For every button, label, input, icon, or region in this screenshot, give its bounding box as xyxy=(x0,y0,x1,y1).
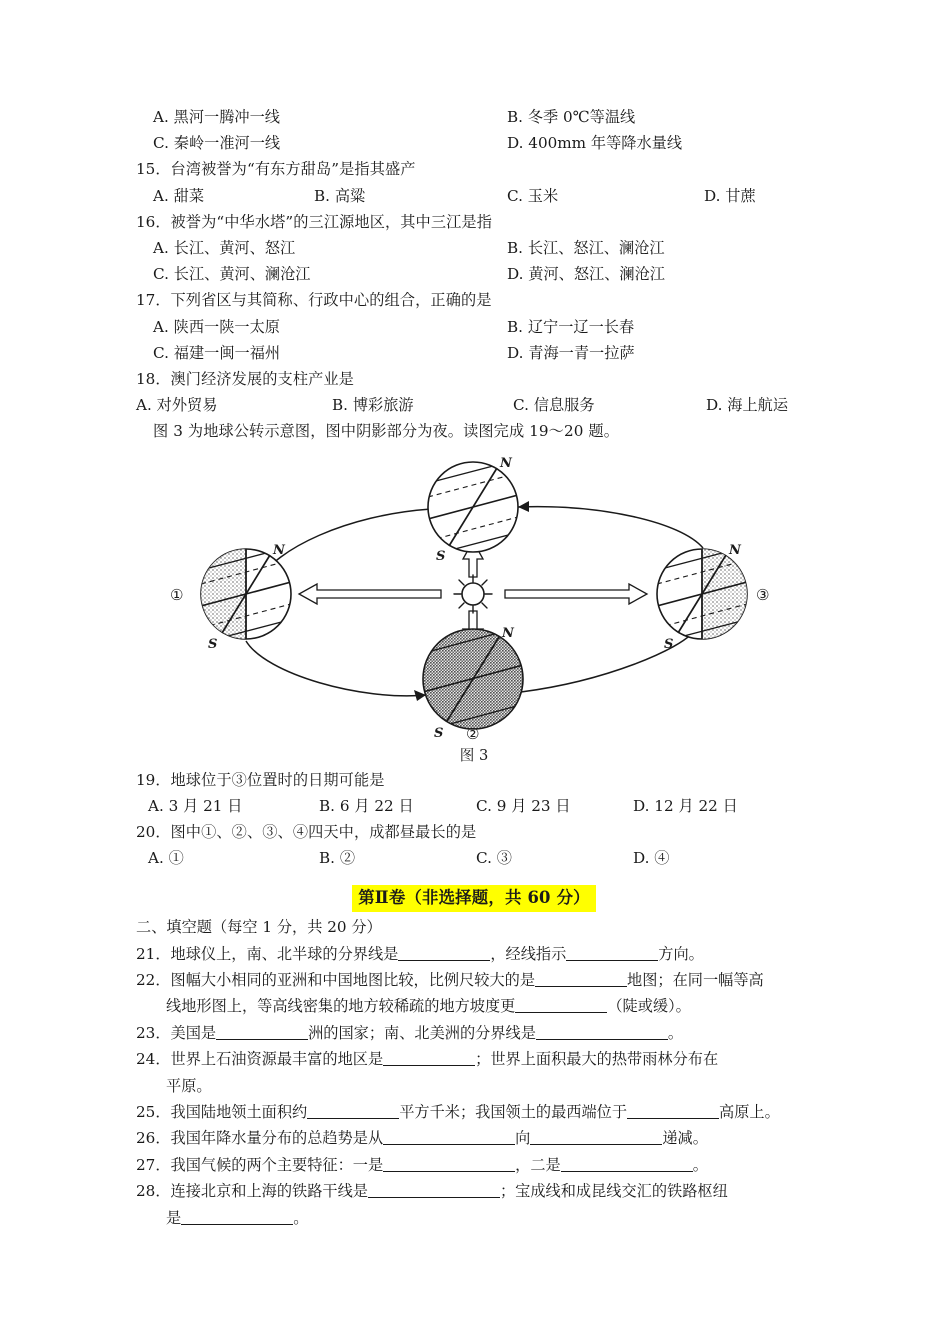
option-d[interactable]: D. 12 月 22 日 xyxy=(633,796,738,815)
answer-blank[interactable] xyxy=(398,945,490,961)
south-pole-label: S xyxy=(434,725,444,741)
q18-option-row xyxy=(136,392,812,418)
sunray-arrow-left xyxy=(299,584,441,604)
option-d[interactable]: D. 黄河、怒江、澜沧江 xyxy=(507,265,665,284)
south-pole-label: S xyxy=(436,548,446,564)
answer-blank[interactable] xyxy=(627,1103,719,1119)
q19-option-row xyxy=(136,793,812,819)
answer-blank[interactable] xyxy=(383,1050,475,1066)
question-28: 28．连接北京和上海的铁路干线是 ；宝成线和成昆线交汇的铁路枢纽 xyxy=(136,1182,728,1201)
answer-blank[interactable] xyxy=(383,1156,515,1172)
answer-blank[interactable] xyxy=(566,945,658,961)
question-24-cont: 平原。 xyxy=(166,1076,212,1095)
question-15-stem: 15．台湾被誉为“有东方甜岛”是指其盛产 xyxy=(136,160,416,179)
option-c[interactable]: C. 长江、黄河、澜沧江 xyxy=(153,265,311,284)
earth-position-2 xyxy=(423,626,524,743)
south-pole-label: S xyxy=(208,636,218,652)
north-pole-label: N xyxy=(273,542,285,558)
answer-blank[interactable] xyxy=(181,1209,293,1225)
answer-blank[interactable] xyxy=(535,971,627,987)
part-two-banner: 第Ⅱ卷（非选择题，共 60 分） xyxy=(352,885,596,912)
position-label-3: ③ xyxy=(756,585,770,604)
q14-option-row-1 xyxy=(136,104,812,130)
answer-blank[interactable] xyxy=(383,1129,515,1145)
option-d[interactable]: D. 甘蔗 xyxy=(704,186,756,205)
north-pole-label: N xyxy=(502,625,514,641)
figure-intro-text: 图 3 为地球公转示意图，图中阴影部分为夜。读图完成 19～20 题。 xyxy=(153,422,619,441)
option-d[interactable]: D. ④ xyxy=(633,849,670,868)
answer-blank[interactable] xyxy=(368,1182,500,1198)
option-d[interactable]: D. 400mm 年等降水量线 xyxy=(507,134,683,153)
q16-option-row-1 xyxy=(136,235,812,261)
question-17-stem: 17．下列省区与其简称、行政中心的组合，正确的是 xyxy=(136,291,492,310)
option-b[interactable]: B. 辽宁一辽一长春 xyxy=(507,317,635,336)
question-20-stem: 20．图中①、②、③、④四天中，成都昼最长的是 xyxy=(136,822,477,841)
earth-revolution-diagram xyxy=(136,449,812,745)
option-c[interactable]: C. 9 月 23 日 xyxy=(476,796,571,815)
section-heading-fill-in: 二、填空题（每空 1 分，共 20 分） xyxy=(136,918,382,937)
q16-option-row-2 xyxy=(136,261,812,287)
q15-option-row xyxy=(136,183,812,209)
option-b[interactable]: B. 冬季 0℃等温线 xyxy=(507,108,636,126)
earth-position-4 xyxy=(428,449,518,564)
north-pole-label: N xyxy=(729,542,741,558)
option-b[interactable]: B. 高粱 xyxy=(314,186,366,205)
answer-blank[interactable] xyxy=(515,997,607,1013)
figure-caption: 图 3 xyxy=(459,746,489,764)
sun-icon xyxy=(454,575,492,613)
question-22: 22．图幅大小相同的亚洲和中国地图比较，比例尺较大的是 地图；在同一幅等高 xyxy=(136,970,764,989)
option-d[interactable]: D. 海上航运 xyxy=(706,396,789,415)
option-a[interactable]: A. 对外贸易 xyxy=(136,396,218,415)
q14-option-row-2 xyxy=(136,130,812,156)
question-18-stem: 18．澳门经济发展的支柱产业是 xyxy=(136,369,354,388)
earth-position-1 xyxy=(170,543,291,652)
question-22-cont: 线地形图上，等高线密集的地方较稀疏的地方坡度更 （陡或缓）。 xyxy=(166,997,691,1016)
option-b[interactable]: B. 博彩旅游 xyxy=(332,396,414,415)
answer-blank[interactable] xyxy=(216,1024,308,1040)
question-23: 23．美国是 洲的国家；南、北美洲的分界线是 。 xyxy=(136,1023,684,1042)
option-b[interactable]: B. 长江、怒江、澜沧江 xyxy=(507,238,665,257)
question-27: 27．我国气候的两个主要特征：一是 ，二是 。 xyxy=(136,1155,708,1174)
option-a[interactable]: A. 黑河一腾冲一线 xyxy=(153,108,280,126)
answer-blank[interactable] xyxy=(536,1024,668,1040)
sunray-arrow-right xyxy=(505,584,647,604)
option-c[interactable]: C. 玉米 xyxy=(507,186,559,205)
option-b[interactable]: B. ② xyxy=(319,849,356,868)
page-content xyxy=(136,104,812,1231)
option-c[interactable]: C. 秦岭一准河一线 xyxy=(153,134,281,153)
option-a[interactable]: A. 3 月 21 日 xyxy=(148,796,243,815)
question-24: 24．世界上石油资源最丰富的地区是 ；世界上面积最大的热带雨林分布在 xyxy=(136,1050,719,1069)
answer-blank[interactable] xyxy=(561,1156,693,1172)
question-16-stem: 16．被誉为“中华水塔”的三江源地区，其中三江是指 xyxy=(136,212,492,231)
question-21: 21．地球仪上，南、北半球的分界线是 ，经线指示 方向。 xyxy=(136,944,704,963)
part-two-banner-row xyxy=(136,885,812,912)
position-label-2: ② xyxy=(466,724,480,743)
south-pole-label: S xyxy=(664,636,674,652)
option-a[interactable]: A. 长江、黄河、怒江 xyxy=(153,238,296,257)
earth-position-3 xyxy=(657,543,769,652)
position-label-1: ① xyxy=(170,585,184,604)
option-b[interactable]: B. 6 月 22 日 xyxy=(319,796,414,815)
q20-option-row xyxy=(136,845,812,871)
question-28-cont: 是 。 xyxy=(166,1208,309,1227)
question-25: 25．我国陆地领土面积约 平方千米；我国领土的最西端位于 高原上。 xyxy=(136,1102,780,1121)
option-d[interactable]: D. 青海一青一拉萨 xyxy=(507,343,635,362)
option-a[interactable]: A. 甜菜 xyxy=(153,186,204,205)
question-19-stem: 19．地球位于③位置时的日期可能是 xyxy=(136,770,385,789)
question-26: 26．我国年降水量分布的总趋势是从 向 递减。 xyxy=(136,1129,708,1148)
option-c[interactable]: C. ③ xyxy=(476,849,512,868)
answer-blank[interactable] xyxy=(307,1103,399,1119)
option-c[interactable]: C. 信息服务 xyxy=(513,396,595,415)
q17-option-row-2 xyxy=(136,340,812,366)
option-c[interactable]: C. 福建一闽一福州 xyxy=(153,343,281,362)
option-a[interactable]: A. ① xyxy=(148,849,184,868)
answer-blank[interactable] xyxy=(530,1129,662,1145)
north-pole-label: N xyxy=(500,455,512,471)
option-a[interactable]: A. 陕西一陕一太原 xyxy=(153,317,280,336)
q17-option-row-1 xyxy=(136,314,812,340)
diagram-svg xyxy=(136,449,812,745)
